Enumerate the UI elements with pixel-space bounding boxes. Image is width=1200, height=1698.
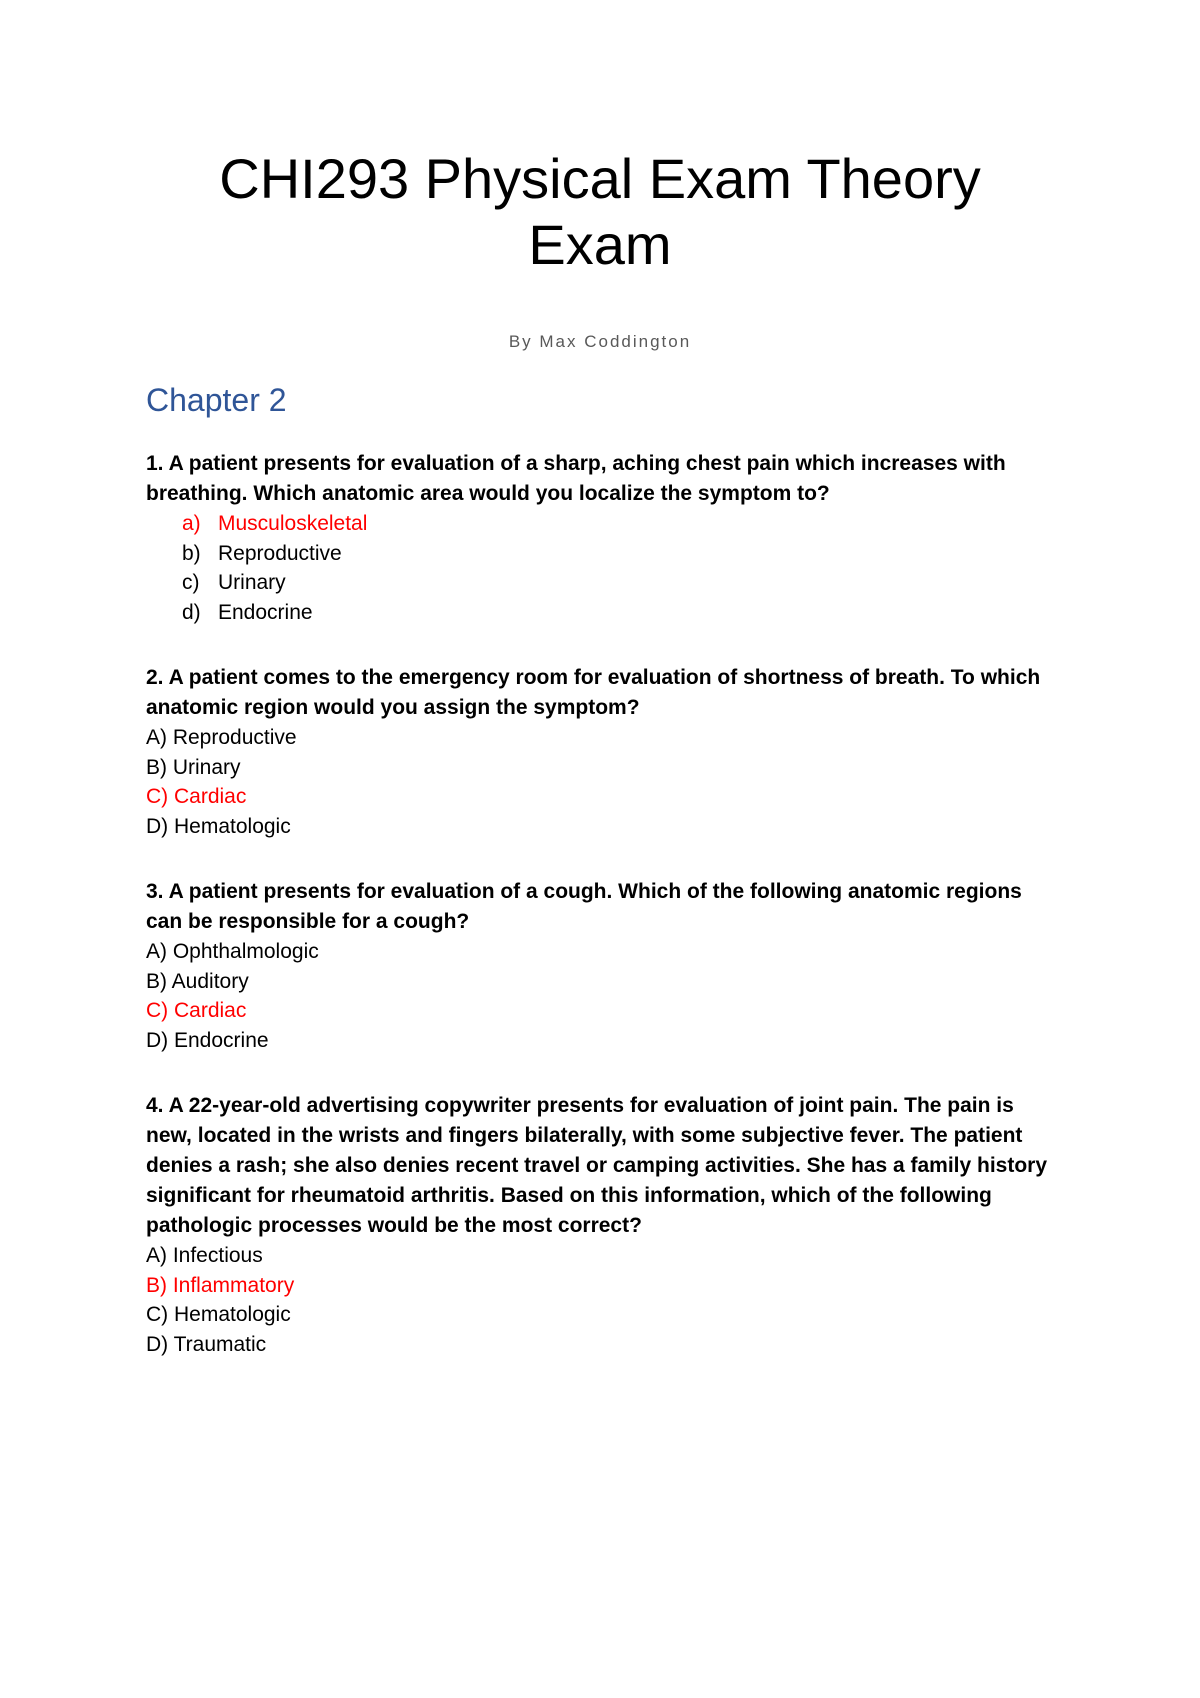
option-a bbox=[146, 509, 1054, 539]
answer-options bbox=[146, 937, 1054, 1055]
question-4 bbox=[146, 1091, 1054, 1359]
option-c bbox=[146, 568, 1054, 598]
option-label: Endocrine bbox=[218, 600, 313, 624]
option-d: D) Endocrine bbox=[146, 1028, 269, 1052]
option-d: D) Hematologic bbox=[146, 814, 291, 838]
document-title: CHI293 Physical Exam Theory Exam bbox=[219, 147, 981, 276]
option-label: Urinary bbox=[218, 571, 286, 594]
answer-options bbox=[146, 509, 1054, 627]
option-c: C) Hematologic bbox=[146, 1303, 291, 1326]
chapter-heading: Chapter 2 bbox=[146, 382, 287, 418]
option-key: c) bbox=[182, 571, 200, 594]
option-a: A) Reproductive bbox=[146, 726, 297, 749]
question-2 bbox=[146, 663, 1054, 841]
option-a: A) Ophthalmologic bbox=[146, 940, 319, 963]
question-3 bbox=[146, 877, 1054, 1055]
question-text: 2. A patient comes to the emergency room for evaluation of shortness of breath. To which anatomic region would you assign the symptom? bbox=[146, 666, 1041, 719]
answer-options bbox=[146, 723, 1054, 841]
option-b: B) Inflammatory bbox=[146, 1273, 295, 1297]
option-b bbox=[146, 539, 1054, 569]
option-key: b) bbox=[182, 541, 201, 565]
option-b: B) Auditory bbox=[146, 969, 249, 993]
option-a: A) Infectious bbox=[146, 1244, 263, 1267]
option-d bbox=[146, 598, 1054, 628]
option-b: B) Urinary bbox=[146, 755, 241, 779]
option-label: Reproductive bbox=[218, 541, 342, 565]
option-key: d) bbox=[182, 600, 201, 624]
option-key: a) bbox=[182, 512, 201, 535]
option-c: C) Cardiac bbox=[146, 999, 247, 1022]
option-c: C) Cardiac bbox=[146, 785, 247, 808]
author-line: By Max Coddington bbox=[508, 332, 692, 351]
question-1 bbox=[146, 449, 1054, 627]
question-text: 3. A patient presents for evaluation of a cough. Which of the following anatomic regions can be responsible for a cough? bbox=[146, 880, 1022, 933]
question-text: 1. A patient presents for evaluation of a sharp, aching chest pain which increases with breathing. Which anatomic area would you localize the symptom to? bbox=[146, 452, 1006, 505]
option-label: Musculoskeletal bbox=[218, 512, 368, 535]
option-d: D) Traumatic bbox=[146, 1332, 267, 1356]
answer-options bbox=[146, 1241, 1054, 1359]
question-text: 4. A 22-year-old advertising copywriter presents for evaluation of joint pain. The pain is new, located in the wrists and fingers bilaterally, with some subjective fever. The patient denies a rash; she also denies recent travel or camping activities. She has a family history significant for rheumatoid arthritis. Based on this information, which of the following pathologic processes would be the most correct? bbox=[146, 1094, 1048, 1237]
